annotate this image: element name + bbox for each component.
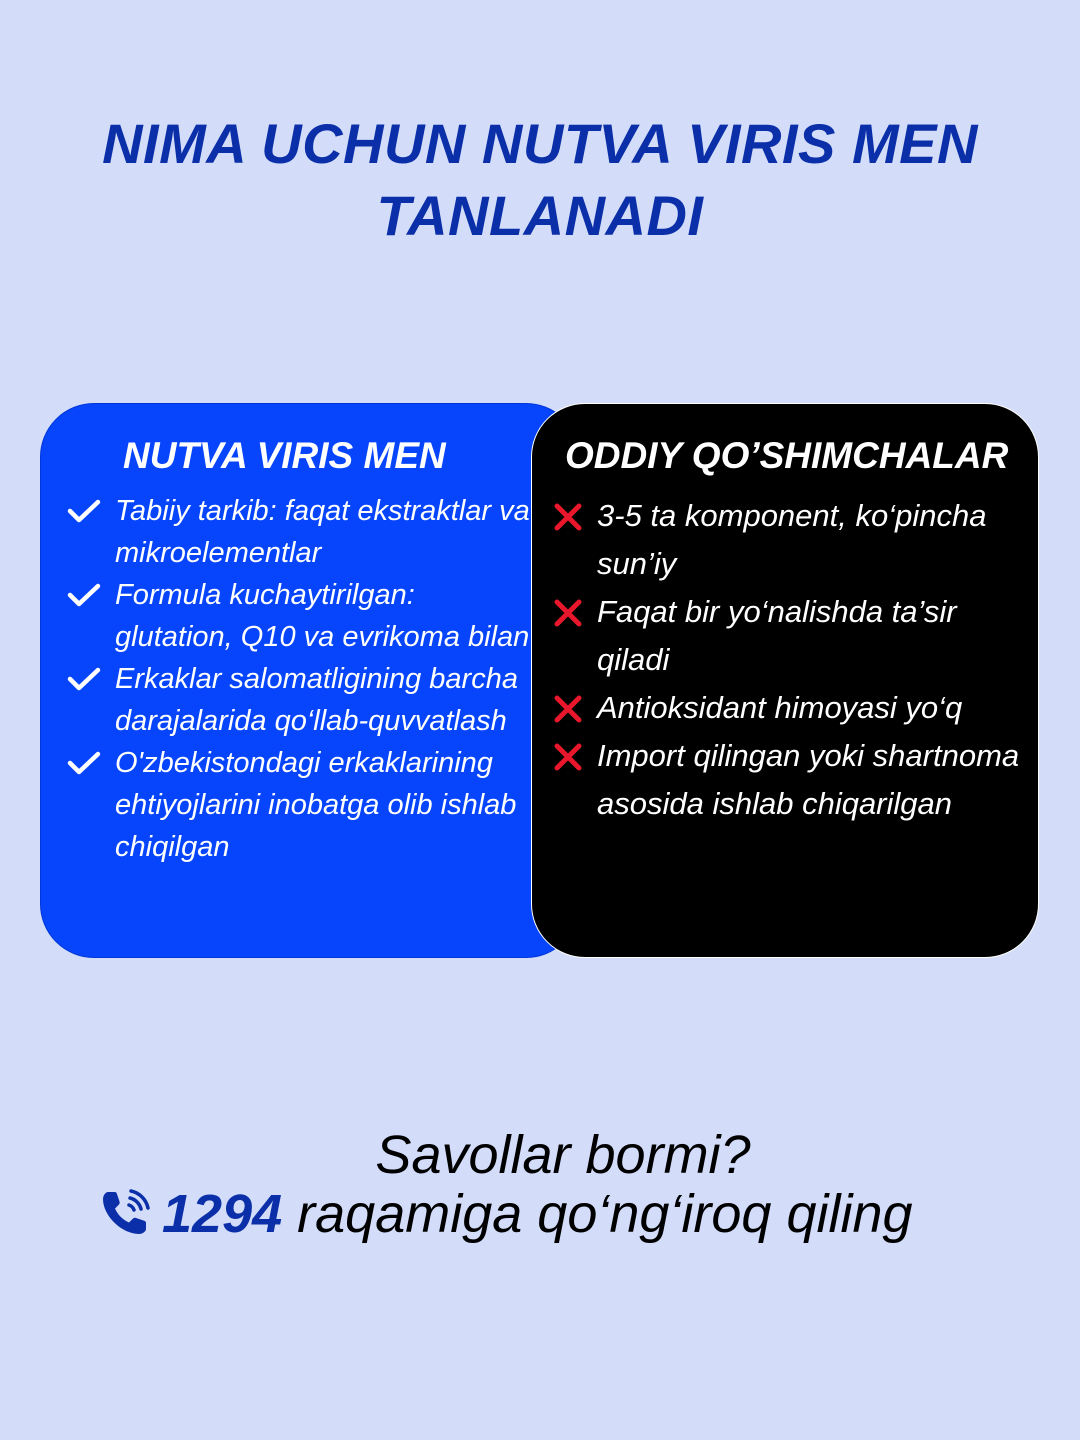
list-item	[63, 658, 533, 742]
ordinary-supplements-card	[531, 403, 1039, 958]
cross-icon	[554, 743, 582, 771]
cross-icon	[554, 503, 582, 531]
list-item	[63, 574, 533, 658]
list-item	[63, 742, 533, 868]
benefit-text: O'zbekistondagi erkaklarining ehtiyojlarini inobatga olib ishlab chiqilgan	[115, 747, 517, 863]
list-item	[552, 588, 1022, 684]
headline-line-1: NIMA UCHUN NUTVA VIRIS MEN	[102, 112, 978, 175]
list-item	[552, 684, 1022, 732]
cross-icon	[554, 695, 582, 723]
ordinary-card-title: ODDIY QO’SHIMCHALAR	[565, 435, 1009, 476]
benefit-text: Formula kuchaytirilgan: glutation, Q10 va evrikoma bilan	[115, 579, 530, 653]
check-icon	[67, 750, 101, 776]
list-item	[63, 490, 533, 574]
list-item	[552, 732, 1022, 828]
check-icon	[67, 498, 101, 524]
call-text: raqamiga qo‘ng‘iroq qiling	[297, 1184, 913, 1244]
headline-line-2: TANLANADI	[376, 184, 704, 247]
list-item	[552, 492, 1022, 588]
check-icon	[67, 666, 101, 692]
drawback-text: Antioksidant himoyasi yo‘q	[597, 690, 963, 725]
cross-icon	[554, 599, 582, 627]
drawback-text: Import qilingan yoki shartnoma asosida ishlab chiqarilgan	[597, 738, 1020, 821]
benefit-text: Tabiiy tarkib: faqat ekstraktlar va mikroelementlar	[115, 495, 530, 569]
ordinary-drawbacks-list	[552, 492, 1022, 828]
phone-icon	[100, 1188, 152, 1238]
nutva-card-title: NUTVA VIRIS MEN	[123, 435, 446, 476]
check-icon	[67, 582, 101, 608]
footer-call-line	[100, 1182, 1000, 1246]
nutva-card	[40, 403, 580, 958]
phone-number[interactable]: 1294	[162, 1184, 283, 1244]
nutva-benefits-list	[63, 490, 533, 868]
drawback-text: Faqat bir yo‘nalishda ta’sir qiladi	[597, 594, 957, 677]
footer-question: Savollar bormi?	[375, 1125, 751, 1185]
benefit-text: Erkaklar salomatligining barcha darajalarida qo‘llab-quvvatlash	[115, 663, 518, 737]
drawback-text: 3-5 ta komponent, ko‘pincha sun’iy	[597, 498, 987, 581]
page-headline	[60, 108, 1020, 252]
